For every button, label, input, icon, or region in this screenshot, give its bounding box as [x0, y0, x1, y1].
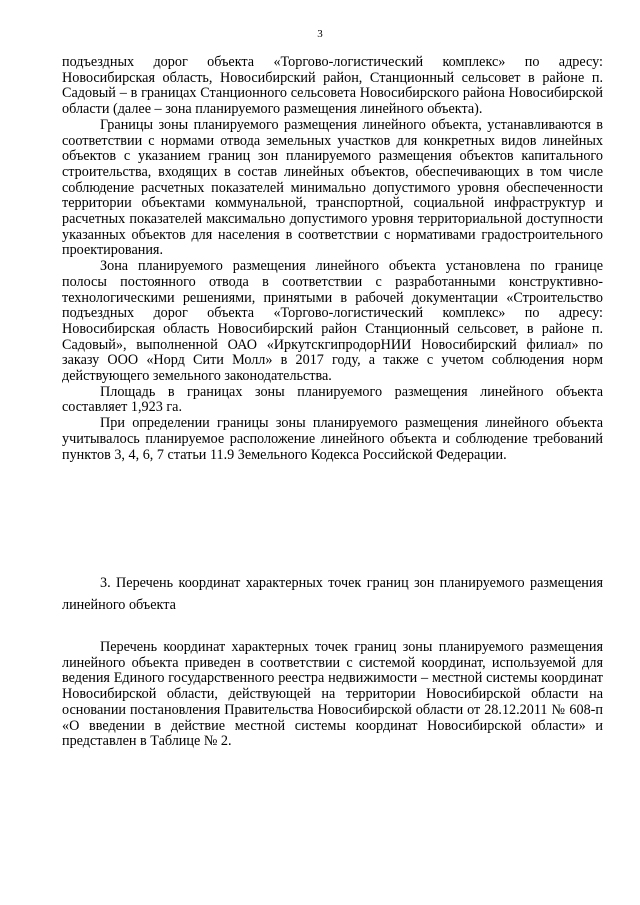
paragraph-area: Площадь в границах зоны планируемого размещения линейного объекта составляет 1,923 га. — [62, 383, 603, 416]
body-text — [62, 55, 603, 463]
section-heading: 3. Перечень координат характерных точек границ зон планируемого размещения линейного объекта — [62, 575, 603, 613]
paragraph-continuation: подъездных дорог объекта «Торгово-логистический комплекс» по адресу: Новосибирская область, Новосибирский район, Станционный сельсовет в районе п. Садовый – в границах Станционного сельсовета Новосибирского района Новосибирской области (далее – зона планируемого размещения линейного объекта). — [62, 54, 603, 118]
paragraph-coordinate-list: Перечень координат характерных точек границ зоны планируемого размещения линейного объекта приведен в соответствии с системой координат, используемой для ведения Единого государственного реестра недвижимости – местной системы координат Новосибирской области, действующей на территории Новосибирской области на основании постановления Правительства Новосибирской области от 28.12.2011 № 608-п «О введении в действие местной системы координат Новосибирской области» и представлен в Таблице № 2. — [62, 639, 603, 750]
paragraph-zone-established: Зона планируемого размещения линейного объекта установлена по границе полосы постоянного отвода в соответствии с разработанными конструктивно-технологическими решениями, принятыми в рабочей документации «Строительство подъездных дорог объекта «Торгово-логистический комплекс» по адресу: Новосибирская область Новосибирский район Станционный сельсовет, в районе п. Садовый», выполненной ОАО «ИркутскгипродорНИИ Новосибирский филиал» по заказу ООО «Норд Сити Молл» в 2017 году, а также с учетом соблюдения норм действующего земельного законодательства. — [62, 258, 603, 385]
paragraph-land-code: При определении границы зоны планируемого размещения линейного объекта учитывалось планируемое расположение линейного объекта и соблюдение требований пунктов 3, 4, 6, 7 статьи 11.9 Земельного Кодекса Российской Федерации. — [62, 415, 603, 463]
final-section-text — [62, 640, 603, 750]
page-number: 3 — [317, 28, 323, 40]
paragraph-zone-boundaries: Границы зоны планируемого размещения линейного объекта, устанавливаются в соответствии с нормами отвода земельных участков для конкретных видов линейных объектов с указанием границ зон планируемого размещения объектов капитального строительства, входящих в состав линейных объектов, обеспечивающих в том числе соблюдение расчетных показателей минимально допустимого уровня обеспеченности территории объектами коммунальной, транспортной, социальной инфраструктур и расчетных показателей максимально допустимого уровня территориальной доступности указанных объектов для населения в соответствии с нормативами градостроительного проектирования. — [62, 116, 603, 259]
